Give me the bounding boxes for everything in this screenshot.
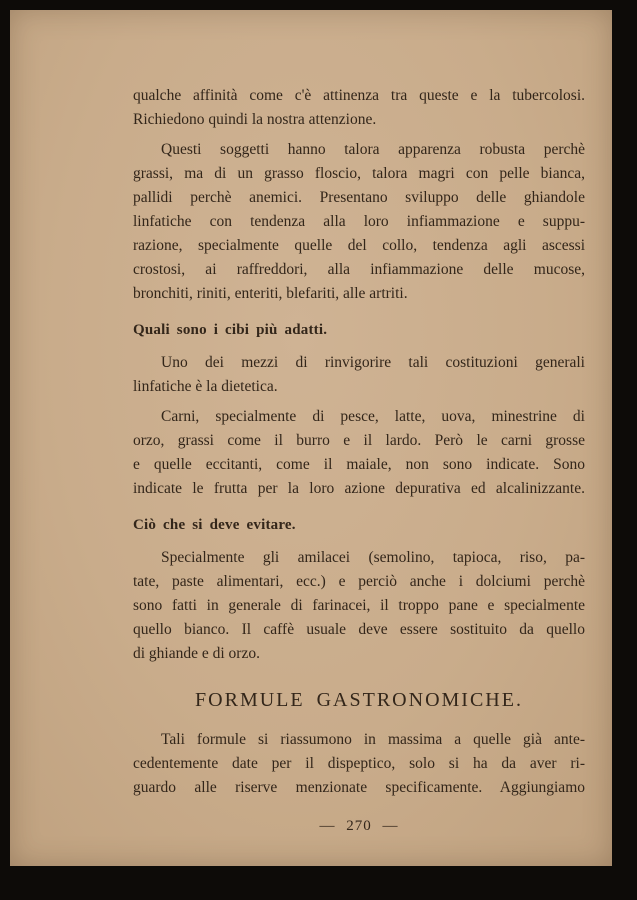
text-line: di ghiande e di orzo. (133, 645, 260, 662)
text-line: e quelle eccitanti, come il maiale, non sono indicate. Sono (133, 456, 585, 473)
text-line: Uno dei mezzi di rinvigorire tali costituzioni generali (161, 354, 585, 371)
paragraph (133, 138, 585, 306)
text-line: grassi, ma di un grasso floscio, talora magri con pelle bianca, (133, 165, 585, 182)
text-line: Carni, specialmente di pesce, latte, uova, minestrine di (161, 408, 585, 425)
text-line: tate, paste alimentari, ecc.) e perciò anche i dolciumi perchè (133, 573, 585, 590)
text-column (133, 84, 585, 838)
text-line: indicate le frutta per la loro azione depurativa ed alcalinizzante. (133, 480, 585, 497)
subheading: Ciò che si deve evitare. (133, 517, 296, 533)
text-line: bronchiti, riniti, enteriti, blefariti, alle artriti. (133, 285, 408, 302)
text-line: Questi soggetti hanno talora apparenza robusta perchè (161, 141, 585, 158)
text-line: qualche affinità come c'è attinenza tra queste e la tubercolosi. (133, 87, 585, 104)
text-line: sono fatti in generale di farinacei, il troppo pane e specialmente (133, 597, 585, 614)
text-line: quello bianco. Il caffè usuale deve essere sostituito da quello (133, 621, 585, 638)
book-page (10, 10, 612, 866)
text-line: linfatiche è la dietetica. (133, 378, 278, 395)
text-line: orzo, grassi come il burro e il lardo. Però le carni grosse (133, 432, 585, 449)
paragraph (133, 84, 585, 132)
text-line: Specialmente gli amilacei (semolino, tapioca, riso, pa- (161, 549, 585, 566)
paragraph (133, 546, 585, 666)
text-line: pallidi perchè anemici. Presentano sviluppo delle ghiandole (133, 189, 585, 206)
text-line: Tali formule si riassumono in massima a quelle già ante- (161, 731, 585, 748)
page-number: — 270 — (319, 818, 399, 834)
page-content (133, 84, 585, 800)
paragraph (133, 728, 585, 800)
paragraph (133, 405, 585, 501)
text-line: cedentemente date per il dispeptico, solo si ha da aver ri- (133, 755, 585, 772)
section-heading: FORMULE GASTRONOMICHE. (195, 689, 523, 711)
text-line: razione, specialmente quelle del collo, tendenza agli ascessi (133, 237, 585, 254)
text-line: guardo alle riserve menzionate specificamente. Aggiungiamo (133, 779, 585, 796)
subheading: Quali sono i cibi più adatti. (133, 322, 328, 338)
paragraph (133, 351, 585, 399)
text-line: linfatiche con tendenza alla loro infiammazione e suppu- (133, 213, 585, 230)
text-line: Richiedono quindi la nostra attenzione. (133, 111, 377, 128)
text-line: crostosi, ai raffreddori, alla infiammazione delle mucose, (133, 261, 585, 278)
